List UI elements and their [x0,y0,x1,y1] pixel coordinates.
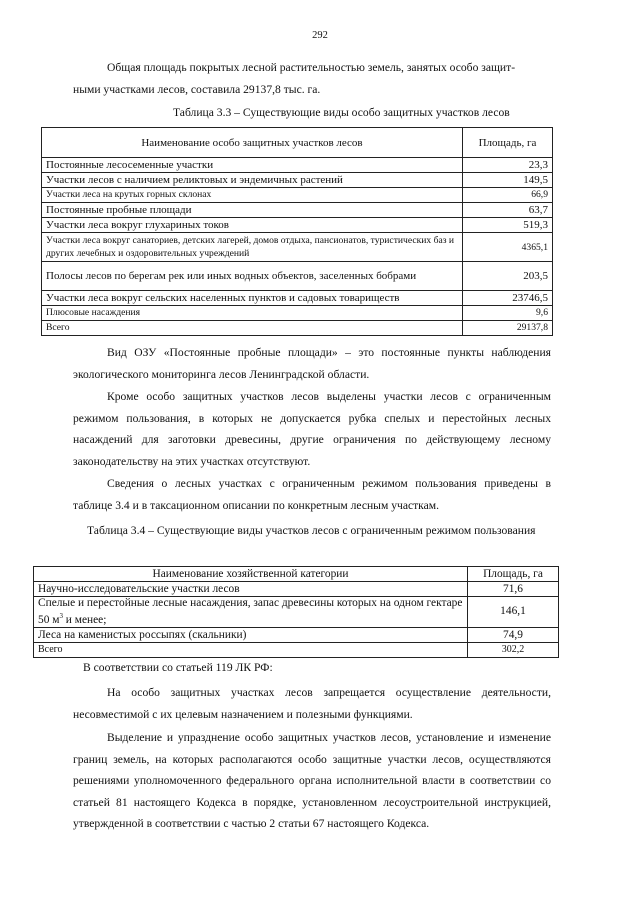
table2-header-area: Площадь, га [468,567,559,582]
row-area: 74,9 [468,627,559,642]
paragraph-boundaries: Выделение и упразднение особо защитных участков лесов, установление и изменение границ земель, на которых располагаются особо защитные участки лесов, осуществляются решениями уполномоченного федерального органа исполнительной власти в соответствии со статьей 81 настоящего Кодекса в порядке, установленном лесоустроительной инструкцией, утвержденной в соответствии с частью 2 статьи 67 настоящего Кодекса. [73,731,551,830]
paragraph-prohibition: На особо защитных участках лесов запрещается осуществление деятельности, несовместимой с их целевым назначением и полезными функциями. [73,686,551,721]
superscript: 3 [59,612,63,620]
row-area: 9,6 [463,306,553,321]
table-row [34,597,559,628]
row-area: 4365,1 [463,233,553,262]
paragraph-article: В соответствии со статьей 119 ЛК РФ: [83,661,273,674]
table-row [42,173,553,188]
table-row [42,262,553,291]
intro-paragraph [73,57,551,100]
row-name-text: Спелые и перестойные лесные насаждения, запас древесины которых на одном гектаре 50 м [38,597,463,626]
table-protected-areas [41,127,553,336]
table-row [42,188,553,203]
intro-line-1: Общая площадь покрытых лесной растительностью земель, занятых особо защит- [107,61,516,74]
table-total-row [34,642,559,657]
row-name-tail: и менее; [62,613,107,626]
row-area: 23,3 [463,158,553,173]
row-area: 71,6 [468,582,559,597]
row-area: 149,5 [463,173,553,188]
table1-caption: Таблица 3.3 – Существующие виды особо защитных участков лесов [173,106,510,119]
table-row [42,291,553,306]
row-area: 63,7 [463,203,553,218]
table-limited-use [33,566,559,658]
row-name: Участки леса вокруг глухариных токов [42,218,463,233]
table1-header-area: Площадь, га [463,128,553,158]
table2-header-row [34,567,559,582]
row-name: Участки леса вокруг сельских населенных пунктов и садовых товариществ [42,291,463,306]
row-name: Постоянные лесосеменные участки [42,158,463,173]
table-row [34,627,559,642]
row-name: Леса на каменистых россыпях (скальники) [34,627,468,642]
table2-header-name: Наименование хозяйственной категории [34,567,468,582]
row-area: 302,2 [468,642,559,657]
table1-header-name: Наименование особо защитных участков лесов [42,128,463,158]
paragraph-ozu: Вид ОЗУ «Постоянные пробные площади» – это постоянные пункты наблюдения экологического мониторинга лесов Ленинградской области. [73,346,551,381]
paragraph-info: Сведения о лесных участках с ограниченным режимом пользования приведены в таблице 3.4 и в таксационном описании по конкретным лесным участкам. [73,477,551,512]
row-area: 203,5 [463,262,553,291]
table-total-row [42,321,553,336]
table-row [42,306,553,321]
table-row [42,218,553,233]
row-area: 146,1 [468,597,559,628]
row-name [34,597,468,628]
paragraph-restricted: Кроме особо защитных участков лесов выделены участки лесов с ограниченным режимом пользования, в которых не допускается рубка спелых и перестойных лесных насаждений для заготовки древесины, другие ограничения по действующему лесному законодательству на этих участках отсутствуют. [73,390,551,468]
row-name: Постоянные пробные площади [42,203,463,218]
row-name: Научно-исследовательские участки лесов [34,582,468,597]
row-area: 66,9 [463,188,553,203]
table2-caption: Таблица 3.4 – Существующие виды участков лесов с ограниченным режимом пользования [87,524,536,537]
row-area: 23746,5 [463,291,553,306]
row-name: Всего [42,321,463,336]
row-name: Всего [34,642,468,657]
table-row [34,582,559,597]
row-name: Плюсовые насаждения [42,306,463,321]
row-name: Участки леса на крутых горных склонах [42,188,463,203]
table-row [42,233,553,262]
page-number: 292 [312,30,328,41]
table-row [42,203,553,218]
row-name: Участки леса вокруг санаториев, детских лагерей, домов отдыха, пансионатов, туристических баз и других лечебных и оздоровительных учреждений [42,233,463,262]
row-name: Полосы лесов по берегам рек или иных водных объектов, заселенных бобрами [42,262,463,291]
row-area: 29137,8 [463,321,553,336]
row-area: 519,3 [463,218,553,233]
table1-header-row [42,128,553,158]
row-name: Участки лесов с наличием реликтовых и эндемичных растений [42,173,463,188]
intro-line-2: ными участками лесов, составила 29137,8 тыс. га. [73,82,321,96]
table-row [42,158,553,173]
